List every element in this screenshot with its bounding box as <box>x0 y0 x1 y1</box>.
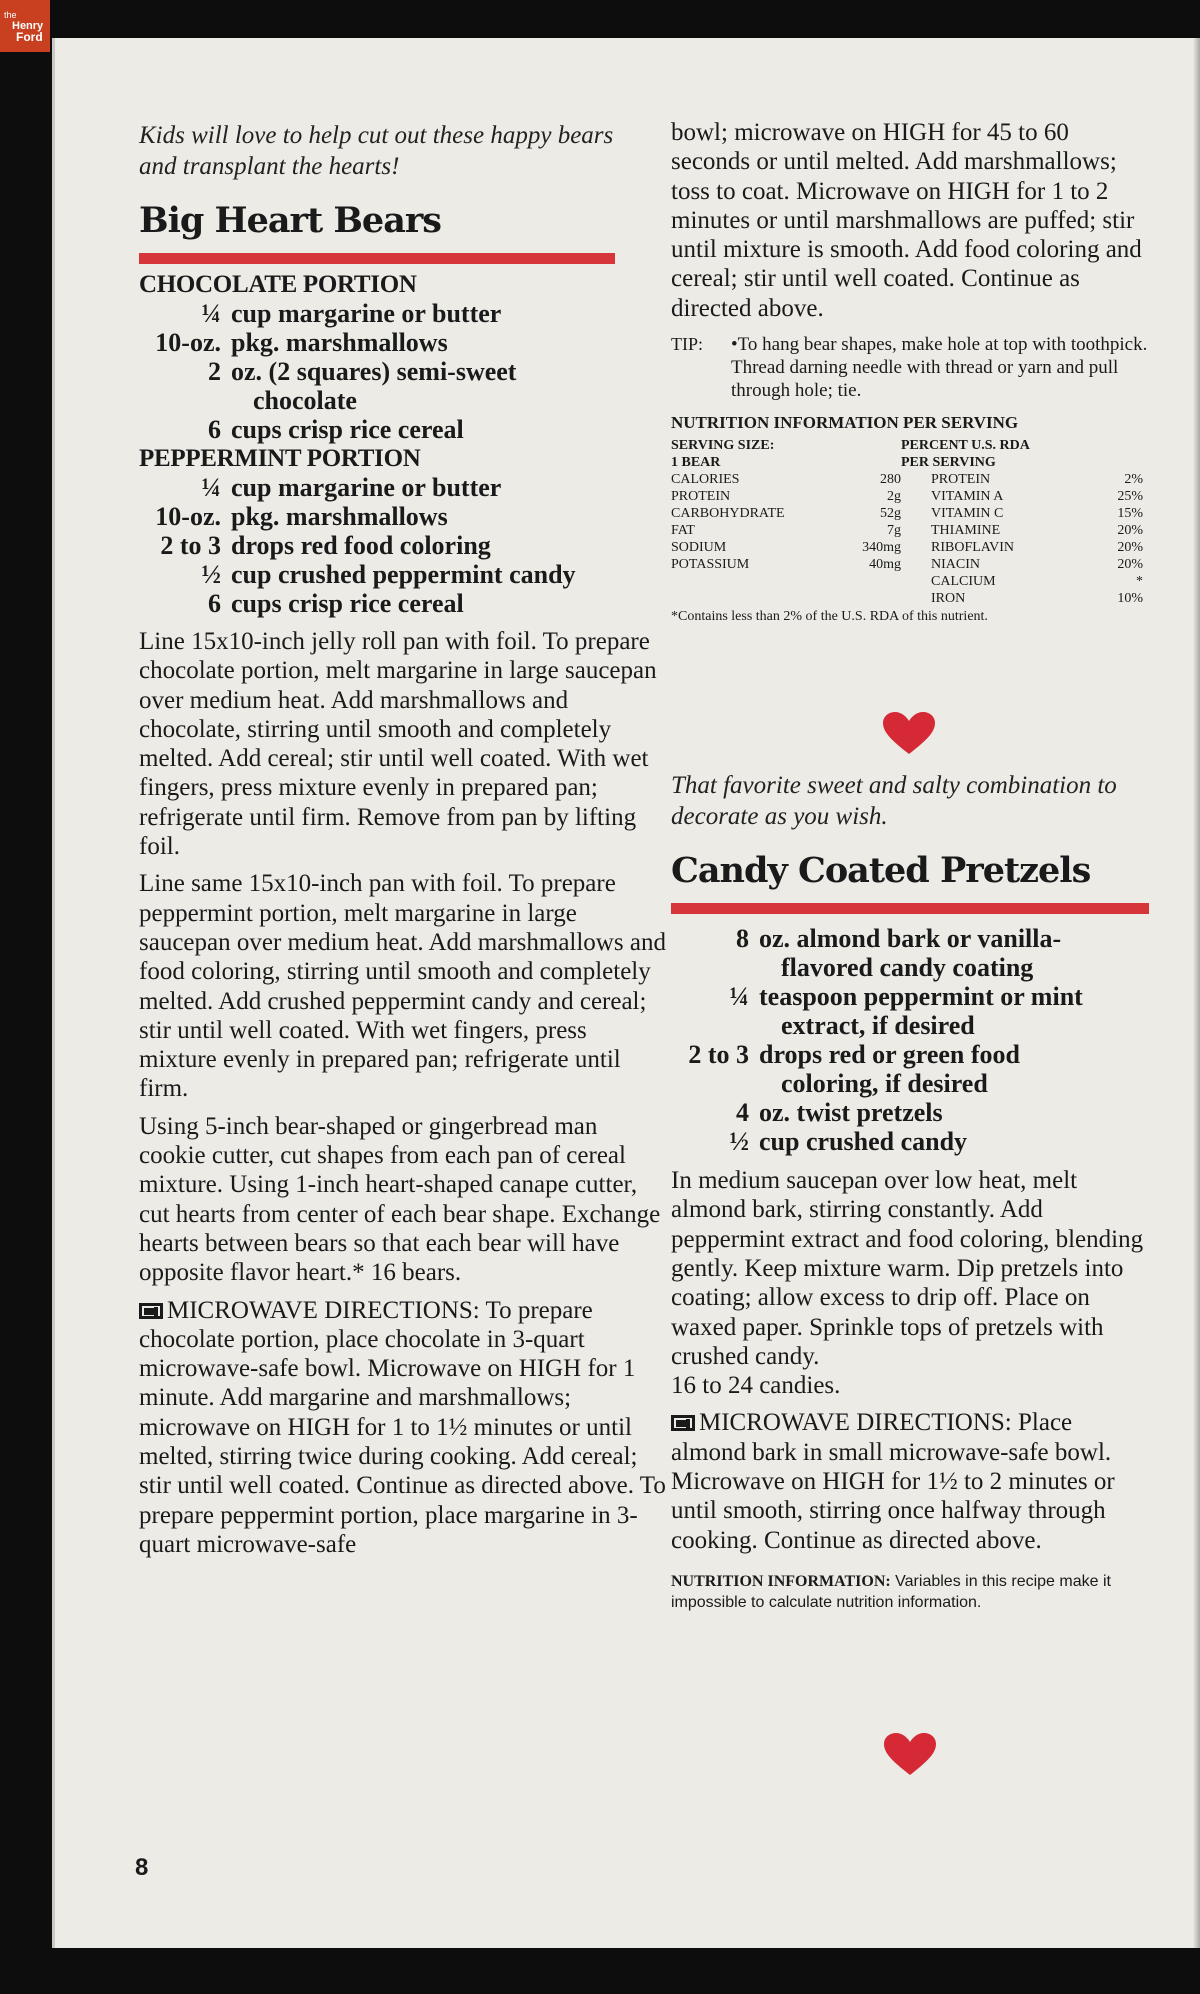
tip-label: TIP: <box>671 334 704 355</box>
microwave-directions: MICROWAVE DIRECTIONS: Place almond bark in small microwave-safe bowl. Microwave on HIGH for 1½ to 2 minutes or until smooth, stirring once halfway through cooking. Continue as directed above. <box>671 1409 1115 1554</box>
ingredient: ½ cup crushed peppermint candy <box>201 560 576 589</box>
ingredient: 6 cups crisp rice cereal <box>208 589 464 618</box>
ingredient: 2 to 3 drops red food coloring <box>160 531 491 560</box>
henry-ford-logo: the Henry Ford <box>0 0 50 52</box>
direction-paragraph: Line 15x10-inch jelly roll pan with foil. To prepare chocolate portion, melt margarine in large saucepan over medium heat. Add marshmallows and chocolate, stirring until smooth and completely melted. Add cereal; stir until well coated. With wet fingers, press mixture evenly in prepared pan; refrigerate until firm. Remove from pan by lifting foil. <box>139 628 657 861</box>
ingredient-continuation: coloring, if desired <box>781 1069 988 1099</box>
direction-paragraph: Using 5-inch bear-shaped or gingerbread man cookie cutter, cut shapes from each pan of cereal mixture. Using 1-inch heart-shaped canape cutter, cut hearts from center of each bear shape. Exchange hearts between bears so that each bear will have opposite flavor heart.* 16 bears. <box>139 1112 661 1287</box>
table-row: CARBOHYDRATE 52g VITAMIN C 15% <box>671 506 1143 522</box>
section-heading: CHOCOLATE PORTION <box>139 271 417 298</box>
table-row: SODIUM 340mg RIBOFLAVIN 20% <box>671 540 1143 556</box>
ingredient-continuation: flavored candy coating <box>781 953 1034 983</box>
nutrition-information: NUTRITION INFORMATION: Variables in this recipe make it impossible to calculate nutrition information. <box>671 1572 1111 1611</box>
heart-icon <box>882 1731 938 1777</box>
table-row: 1 BEAR PER SERVING <box>671 455 996 471</box>
ingredients-list <box>671 924 1200 1156</box>
title-rule <box>139 253 615 264</box>
page-number: 8 <box>135 1854 149 1881</box>
recipe1-title: Big Heart Bears <box>139 200 442 241</box>
table-row: FAT 7g THIAMINE 20% <box>671 523 1143 539</box>
cookbook-page <box>52 38 1200 1948</box>
ingredient: 2 oz. (2 squares) semi-sweet <box>208 357 517 386</box>
tip <box>671 333 1151 402</box>
table-row: CALORIES 280 PROTEIN 2% <box>671 472 1143 488</box>
direction-paragraph: In medium saucepan over low heat, melt almond bark, stirring constantly. Add peppermint extract and food coloring, blending gently. Keep mixture warm. Dip pretzels into coating; allow excess to drip off. Place on waxed paper. Sprinkle tops of pretzels with crushed candy. <box>671 1167 1144 1370</box>
table-row: PROTEIN 2g VITAMIN A 25% <box>671 489 1143 505</box>
heart-icon <box>881 710 937 756</box>
left-column <box>139 120 669 1559</box>
table-row: CALCIUM * <box>931 574 1143 590</box>
section-heading: PEPPERMINT PORTION <box>139 445 421 472</box>
ingredient: ¼ cup margarine or butter <box>201 299 502 328</box>
ingredient: 10-oz. pkg. marshmallows <box>155 328 448 357</box>
recipe1-intro: Kids will love to help cut out these happy bears and transplant the hearts! <box>139 122 614 180</box>
ingredient: ¼ teaspoon peppermint or mint <box>729 982 1083 1012</box>
table-row: SERVING SIZE: PERCENT U.S. RDA <box>671 438 1030 454</box>
ingredient: ¼ cup margarine or butter <box>201 473 502 502</box>
ingredient: ½ cup crushed candy <box>729 1127 968 1157</box>
ingredient: 8 oz. almond bark or vanilla- <box>736 924 1062 954</box>
ingredient: 2 to 3 drops red or green food <box>688 1040 1020 1070</box>
nutrition-footnote: *Contains less than 2% of the U.S. RDA of this nutrient. <box>671 609 988 625</box>
right-column <box>671 118 1200 1613</box>
table-row: POTASSIUM 40mg NIACIN 20% <box>671 557 1143 573</box>
table-row: IRON 10% <box>931 591 1143 607</box>
ingredient-continuation: chocolate <box>253 386 357 415</box>
microwave-directions-continued: bowl; microwave on HIGH for 45 to 60 seconds or until melted. Add marshmallows; toss to coat. Microwave on HIGH for 1 to 2 minutes or until marshmallows are puffed; stir until mixture is smooth. Add food coloring and cereal; stir until well coated. Continue as directed above. <box>671 119 1142 322</box>
yield: 16 to 24 candies. <box>671 1372 841 1400</box>
microwave-directions: MICROWAVE DIRECTIONS: To prepare chocolate portion, place chocolate in 3-quart microwave-safe bowl. Microwave on HIGH for 1 minute. Add margarine and marshmallows; microwave on HIGH for 1 to 1½ minutes or until melted, stirring twice during cooking. Add cereal; stir until well coated. Continue as directed above. To prepare peppermint portion, place margarine in 3-quart microwave-safe <box>139 1296 666 1558</box>
recipe2-title: Candy Coated Pretzels <box>671 850 1091 892</box>
nutrition-table <box>671 437 1143 607</box>
microwave-icon <box>139 1303 163 1319</box>
recipe2-intro: That favorite sweet and salty combination to decorate as you wish. <box>671 772 1117 831</box>
ingredients-list <box>139 270 669 618</box>
ingredient: 4 oz. twist pretzels <box>736 1098 943 1128</box>
title-rule <box>671 903 1149 914</box>
ingredient: 10-oz. pkg. marshmallows <box>155 502 448 531</box>
ingredient: 6 cups crisp rice cereal <box>208 415 464 444</box>
microwave-icon <box>671 1415 695 1431</box>
tip-text: •To hang bear shapes, make hole at top with toothpick. Thread darning needle with thread or yarn and pull through hole; tie. <box>731 334 1148 402</box>
direction-paragraph: Line same 15x10-inch pan with foil. To prepare peppermint portion, melt margarine in large saucepan over medium heat. Add marshmallows and food coloring, stirring until smooth and completely melted. Add crushed peppermint candy and cereal; stir until well coated. With wet fingers, press mixture evenly in prepared pan; refrigerate until firm. <box>139 870 666 1103</box>
ingredient-continuation: extract, if desired <box>781 1011 975 1041</box>
nutrition-heading: NUTRITION INFORMATION PER SERVING <box>671 413 1019 433</box>
